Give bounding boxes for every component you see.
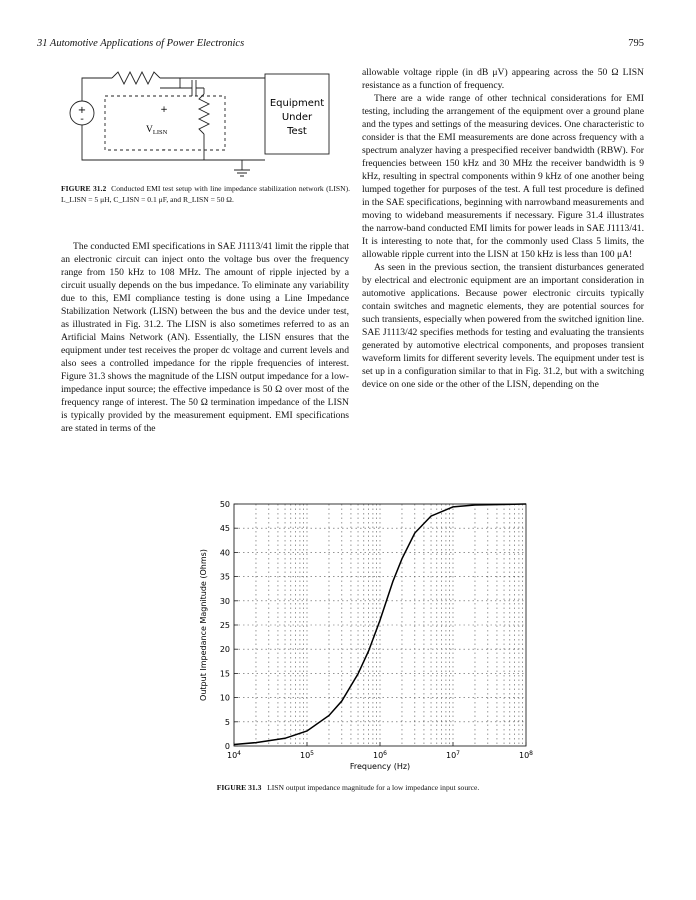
y-tick-label: 40 [219,548,230,558]
capacitor-branch [160,78,180,88]
y-axis-label: Output Impedance Magnitude (Ohms) [199,549,208,701]
right-paragraph: allowable voltage ripple (in dB μV) appearing across the 50 Ω LISN resistance as a function of frequency. [362,67,644,91]
page-number: 795 [628,38,644,49]
left-paragraph: The conducted EMI specifications in SAE J1113/41 limit the ripple that an electronic circuit can inject onto the voltage bus over the frequency range from 150 kHz to 108 MHz. The amount of ripple injected by a circuit usually depends on the bus impedance. To eliminate any variability due to this, EMI compliance testing is done using a Line Impedance Stabilization Network (LISN) between the bus and the device under test, as illustrated in Fig. 31.2. The LISN is also sometimes referred to as an Artificial Mains Network (AN). Essentially, the LISN ensures that the equipment under test receives the proper dc voltage and current levels and also sees a controlled impedance for the ripple frequencies of interest. Figure 31.3 shows the magnitude of the LISN output impedance for a low-impedance input source; the effective impedance is 50 Ω over most of the frequency range of interest. The 50 Ω termination impedance of the LISN is typically provided by the measurement equipment. EMI specifications are stated in terms of the [61,241,349,434]
figure-31-3-chart [190,494,550,776]
eut-label-1: Equipment [269,98,325,109]
running-header-title: 31 Automotive Applications of Power Electronics [37,38,245,49]
figure-31-3-caption [0,783,696,794]
x-ticks [224,742,534,760]
vlisn-plus: + [160,105,168,115]
figure-31-3-caption-text: LISN output impedance magnitude for a low impedance input source. [267,783,480,792]
vlisn-subscript: LISN [152,129,168,136]
x-tick-label: $10^5$ [299,750,315,760]
resistor-zigzag [199,94,209,134]
vlisn-minus: - [162,145,166,155]
x-tick-label: $10^6$ [372,750,388,760]
right-paragraph: There are a wide range of other technical considerations for EMI testing, including the arrangement of the equipment over a ground plane and the types and settings of the measuring devices. One characteristic to consider is that the EMI measurements are done across frequency with a spectrum analyzer having a prespecified receiver bandwidth (RBW). For frequencies between 150 kHz and 30 MHz the receiver bandwidth is 9 kHz, resulting in spectral components within 9 kHz of one another being lumped together for purposes of the test. A full test procedure is defined in the SAE specifications, beginning with narrowband measurements and moving to wideband measurements if necessary. Figure 31.4 illustrates the narrow-band conducted EMI limits for power leads in SAE J1113/41. It is interesting to note that, for the commonly used Class 5 limits, the allowable ripple current into the LISN at 150 kHz is less than 100 μA! [362,93,644,260]
vlisn-label [146,125,168,136]
ground-symbol [234,170,250,176]
figure-31-3-label: FIGURE 31.3 [216,783,262,792]
eut-label-3: Test [287,126,307,137]
y-tick-label: 30 [219,596,230,606]
inductor-zigzag [112,72,160,84]
figure-31-2-caption [61,184,350,205]
figure-31-2-circuit [60,66,350,186]
eut-label-2: Under [281,112,313,123]
left-column [61,240,349,435]
right-column [362,66,644,391]
figure-31-2-label: FIGURE 31.2 [61,184,107,193]
right-paragraph: As seen in the previous section, the transient disturbances generated by electrical and electronic equipment are an important consideration in automotive applications. Because power electronic circuits typically contain switches and magnetic elements, they are potential sources for such transients, especially when powered from the switched ignition line. SAE J1113/42 specifies methods for testing and evaluating the transients generated by automotive electrical components, and proposes transient waveform limits for different severity levels. The equipment under test is set up in a configuration similar to that in Fig. 31.2, but with a switching device on one side or the other of the LISN, depending on the [362,262,644,390]
figure-31-2-caption-text: Conducted EMI test setup with line impedance stabilization network (LISN). L_LISN = 5 μH, C_LISN = 0.1 μF, and R_LISN = 50 Ω. [61,184,350,204]
y-tick-label: 35 [219,572,230,582]
y-tick-label: 25 [219,621,230,630]
vlisn-v: V [146,125,153,135]
source-minus: - [80,114,84,125]
y-tick-label: 15 [219,669,230,679]
y-ticks [220,500,238,751]
y-tick-label: 45 [219,524,230,534]
y-tick-label: 20 [219,645,230,655]
wire-top-left [82,78,112,86]
y-tick-label: 5 [224,717,230,727]
x-tick-label: $10^4$ [226,750,242,760]
x-tick-label: $10^8$ [518,750,534,760]
x-axis-label: Frequency (Hz) [349,762,411,771]
capacitor-plates [192,80,196,96]
y-tick-label: 0 [224,742,230,751]
source-plus: + [77,105,87,116]
y-tick-label: 50 [219,500,230,509]
x-tick-label: $10^7$ [445,750,461,760]
grid [234,504,526,746]
y-tick-label: 10 [219,693,230,703]
